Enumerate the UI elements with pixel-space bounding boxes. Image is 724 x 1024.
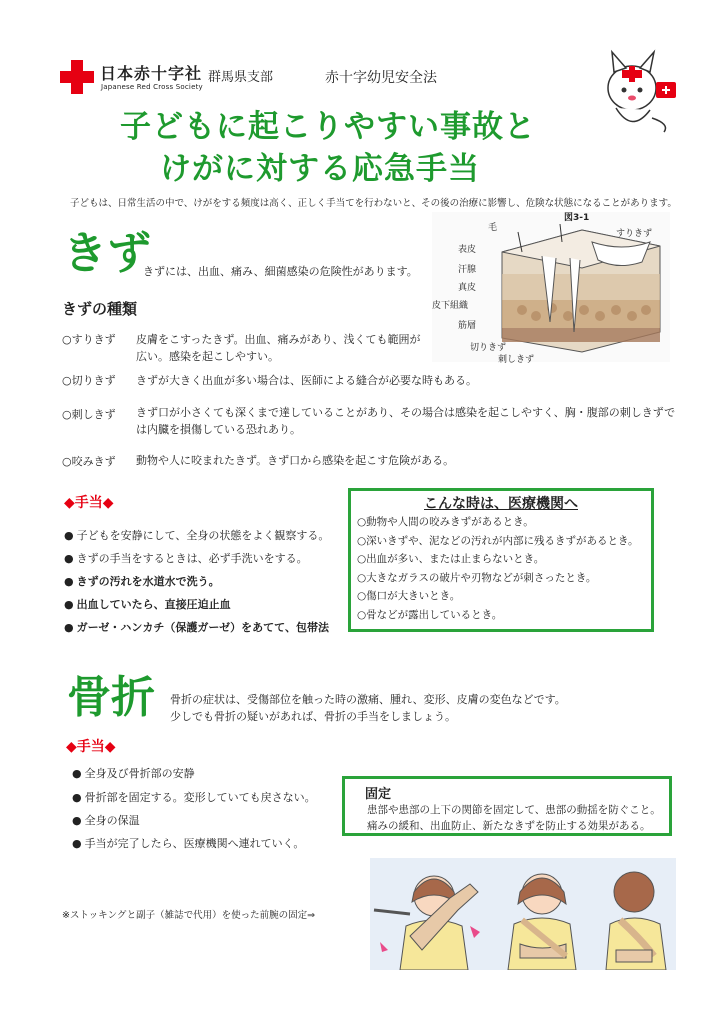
org-name-en: Japanese Red Cross Society (101, 83, 203, 91)
fracture-lead-2: 少しでも骨折の疑いがあれば、骨折の手当をしましょう。 (170, 710, 456, 723)
wound-type-term: ○切りきず (62, 374, 116, 387)
wound-type-desc: きずが大きく出血が多い場合は、医師による縫合が必要な時もある。 (136, 374, 477, 387)
wound-type-desc: きず口が小さくても深くまで達していることがあり、その場合は感染を起こしやすく、胸・腹部の刺しきずでは内臓を損傷している恐れあり。 (136, 406, 676, 436)
label-puncture: 刺しきず (498, 355, 535, 365)
mascot-icon (600, 48, 682, 134)
hospital-box-item: ○ 深いきずや、泥などの汚れが内部に残るきずがあるとき。 (357, 532, 651, 551)
splint-note: ※ストッキングと副子（雑誌で代用）を使った前腕の固定⇒ (62, 910, 316, 921)
fracture-lead-1: 骨折の症状は、受傷部位を触った時の激痛、腫れ、変形、皮膚の変色などです。 (170, 693, 566, 706)
hospital-box-item: ○ 骨などが露出しているとき。 (357, 606, 651, 625)
title-line-2: けがに対する応急手当 (160, 151, 480, 187)
wound-type-term: ○すりきず (62, 333, 116, 346)
wound-care-item: ● 子どもを安静にして、全身の状態をよく観察する。 (64, 527, 329, 543)
wound-type-desc: 動物や人に咬まれたきず。きず口から感染を起こす危険がある。 (136, 454, 455, 467)
hospital-box-item: ○ 大きなガラスの破片や刃物などが刺さったとき。 (357, 569, 651, 588)
figure-caption: 図3-1 (564, 213, 590, 223)
fracture-care-item: ● 骨折部を固定する。変形していても戻さない。 (72, 789, 316, 805)
org-name-jp: 日本赤十字社 (100, 64, 203, 83)
hospital-box-item: ○ 動物や人間の咬みきずがあるとき。 (357, 513, 651, 532)
label-epidermis: 表皮 (458, 245, 477, 255)
red-cross-logo-icon (60, 60, 94, 94)
fracture-heading: 骨折 (67, 672, 155, 723)
hospital-box-item: ○ 傷口が大きいとき。 (357, 587, 651, 606)
intro-text: 子どもは、日常生活の中で、けがをする頻度は高く、正しく手当てを行わないと、その後の治療に影響し、危険な状態になることがあります。 (70, 198, 677, 209)
splint-illustration (370, 858, 676, 970)
wound-type-desc: 皮膚をこすったきず。出血、痛みがあり、浅くても範囲が広い。感染を起こしやすい。 (136, 333, 421, 363)
wound-care-item: ● きずの汚れを水道水で洗う。 (64, 573, 220, 589)
wound-type-term: ○刺しきず (62, 408, 116, 421)
wound-heading: きず (63, 228, 151, 279)
label-dermis: 真皮 (458, 283, 477, 293)
wound-lead: きずには、出血、痛み、細菌感染の危険性があります。 (143, 265, 418, 278)
label-hair: 毛 (488, 223, 498, 233)
wound-type-term: ○咬みきず (62, 455, 116, 468)
wound-care-item: ● 出血していたら、直接圧迫止血 (64, 596, 231, 612)
fracture-care-heading: ◆手当◆ (66, 739, 116, 755)
skin-diagram (432, 212, 670, 365)
fracture-care-item: ● 全身及び骨折部の安静 (72, 765, 195, 781)
label-muscle: 筋層 (458, 321, 477, 331)
label-sweat-gland: 汗腺 (458, 265, 477, 275)
label-subcutaneous: 皮下組織 (432, 301, 469, 311)
fixation-box (342, 776, 672, 836)
wound-care-item: ● ガーゼ・ハンカチ（保護ガーゼ）をあてて、包帯法 (64, 619, 329, 635)
fixation-line-2: 痛みの緩和、出血防止、新たなきずを防止する効果がある。 (367, 820, 651, 832)
hospital-box-title: こんな時は、医療機関へ (424, 496, 578, 512)
label-abrasion: すりきず (616, 229, 653, 239)
fixation-line-1: 患部や患部の上下の関節を固定して、患部の動揺を防ぐこと。 (367, 804, 661, 816)
fracture-care-item: ● 全身の保温 (72, 812, 140, 828)
wound-types-heading: きずの種類 (62, 300, 138, 318)
label-cut: 切りきず (470, 343, 507, 353)
program-name: 赤十字幼児安全法 (325, 70, 437, 86)
hospital-box-item: ○ 出血が多い、または止まらないとき。 (357, 550, 651, 569)
wound-care-heading: ◆手当◆ (64, 495, 114, 511)
fracture-care-item: ● 手当が完了したら、医療機関へ連れていく。 (72, 835, 304, 851)
hospital-box (348, 488, 654, 632)
title-line-1: 子どもに起こりやすい事故と (120, 109, 536, 145)
wound-care-item: ● きずの手当をするときは、必ず手洗いをする。 (64, 550, 308, 566)
fixation-title: 固定 (365, 787, 392, 802)
branch-name: 群馬県支部 (208, 70, 274, 85)
